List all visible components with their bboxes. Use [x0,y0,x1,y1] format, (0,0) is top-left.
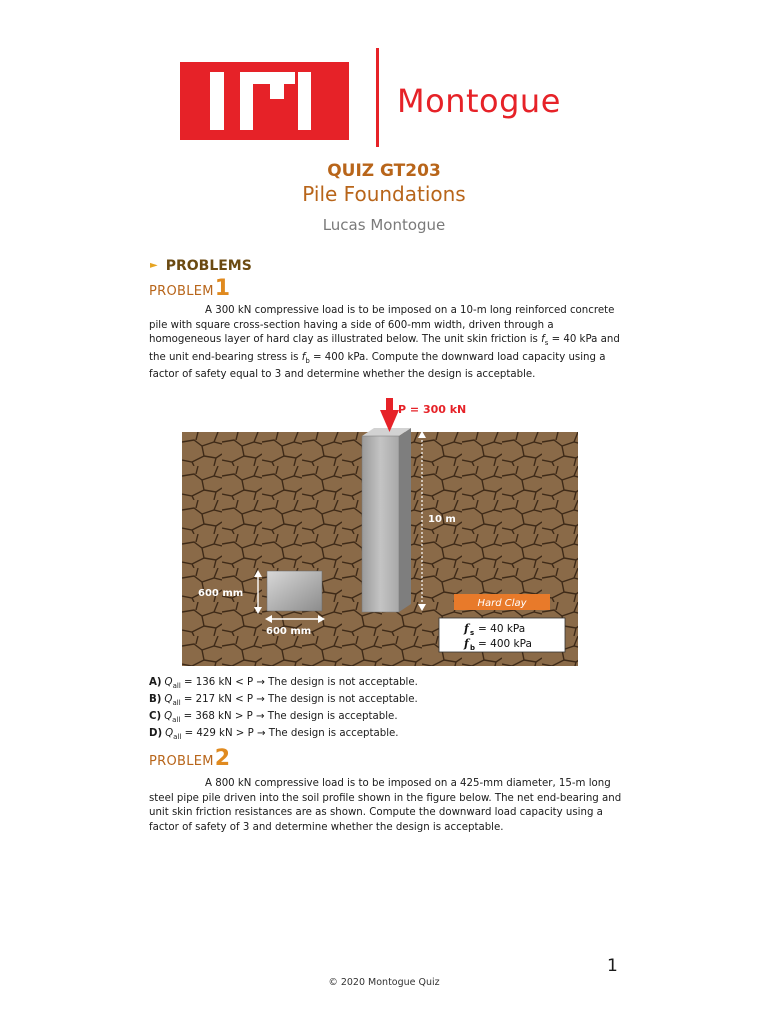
logo-bar [298,72,311,130]
load-arrow-shaft [386,398,393,412]
fb-symbol: f [301,351,306,363]
q-symbol: $Q_{all}$ [164,694,181,708]
statement-text: = 40 kPa and the unit end-bearing stress is [149,334,620,363]
side-label-horizontal: 600 mm [266,626,312,637]
answer-text: = 368 kN > P → The design is acceptable. [180,711,398,722]
answer-text: = 429 kN > P → The design is acceptable. [181,728,399,739]
fs-symbol: f [464,622,469,635]
problem-heading-word: PROBLEM [149,754,214,769]
fs-symbol: f [541,334,545,346]
answer-option-a[interactable] [149,677,418,690]
q-symbol: $Q_{all}$ [164,677,181,691]
load-label: P = 300 kN [398,403,467,416]
hard-clay-label: Hard Clay [477,598,527,609]
quiz-subject: Pile Foundations [302,182,466,206]
problem-2-heading [149,746,230,771]
length-label: 10 m [428,514,456,525]
answer-option-c[interactable] [149,711,398,724]
side-label-vertical: 600 mm [198,588,244,599]
logo-bar [210,72,224,130]
fs-value: = 40 kPa [478,623,526,635]
statement-text: = 400 kPa. Compute the downward load capacity using a factor of safety equal to 3 and determine whether the design is acceptable. [149,351,606,381]
section-heading-text: PROBLEMS [165,258,252,274]
answer-option-d[interactable] [149,728,399,741]
section-heading [150,258,252,274]
fb-value: = 400 kPa [478,638,532,650]
page-number: 1 [607,956,618,976]
answer-letter: D) [149,728,163,739]
answer-letter: C) [149,711,162,722]
logo-bar [270,84,284,99]
problem-heading-number: 1 [214,276,231,301]
problem-heading-number: 2 [214,746,231,771]
problem-2-statement: A 800 kN compressive load is to be imposed on a 425-mm diameter, 15-m long steel pipe pile driven into the soil profile shown in the figure below. The net end-bearing and unit skin friction resistances are as shown. Compute the downward load capacity using a factor of safety of 3 and determine whether the design is acceptable. [149,778,622,833]
triangle-bullet-icon: ► [150,260,158,271]
answer-letter: A) [149,677,162,688]
quiz-code: QUIZ GT203 [327,161,441,181]
logo-divider [376,48,379,147]
problem-heading-word: PROBLEM [149,284,214,299]
logo-bar [240,72,253,130]
fb-subscript: b [470,644,476,652]
footer-copyright: © 2020 Montogue Quiz [328,977,440,988]
q-symbol: $Q_{all}$ [165,728,182,742]
problem-1-heading [149,276,230,301]
statement-text: A 300 kN compressive load is to be imposed on a 10-m long reinforced concrete pile with square cross-section having a side of 600-mm width, driven through a homogeneous layer of hard clay as illustrated below. The unit skin friction is [149,305,615,346]
pile-front-face [362,436,399,612]
answer-text: = 136 kN < P → The design is not acceptable. [180,677,418,688]
problem-1-statement [149,304,624,383]
answer-letter: B) [149,694,162,705]
logo-bar [253,72,295,84]
q-symbol: $Q_{all}$ [164,711,181,725]
author-name: Lucas Montogue [322,216,446,234]
answer-option-b[interactable] [149,694,418,707]
fb-subscript: b [305,356,310,365]
answer-text: = 217 kN < P → The design is not acceptable. [180,694,418,705]
brand-name: Montogue [397,82,561,120]
pile-cross-section [267,571,322,611]
fs-subscript: s [544,339,549,348]
pile-figure [182,398,578,666]
fs-subscript: s [470,629,475,637]
pile-side-face [399,428,411,612]
fb-symbol: f [464,637,469,650]
brand-logo-mark [180,62,349,140]
